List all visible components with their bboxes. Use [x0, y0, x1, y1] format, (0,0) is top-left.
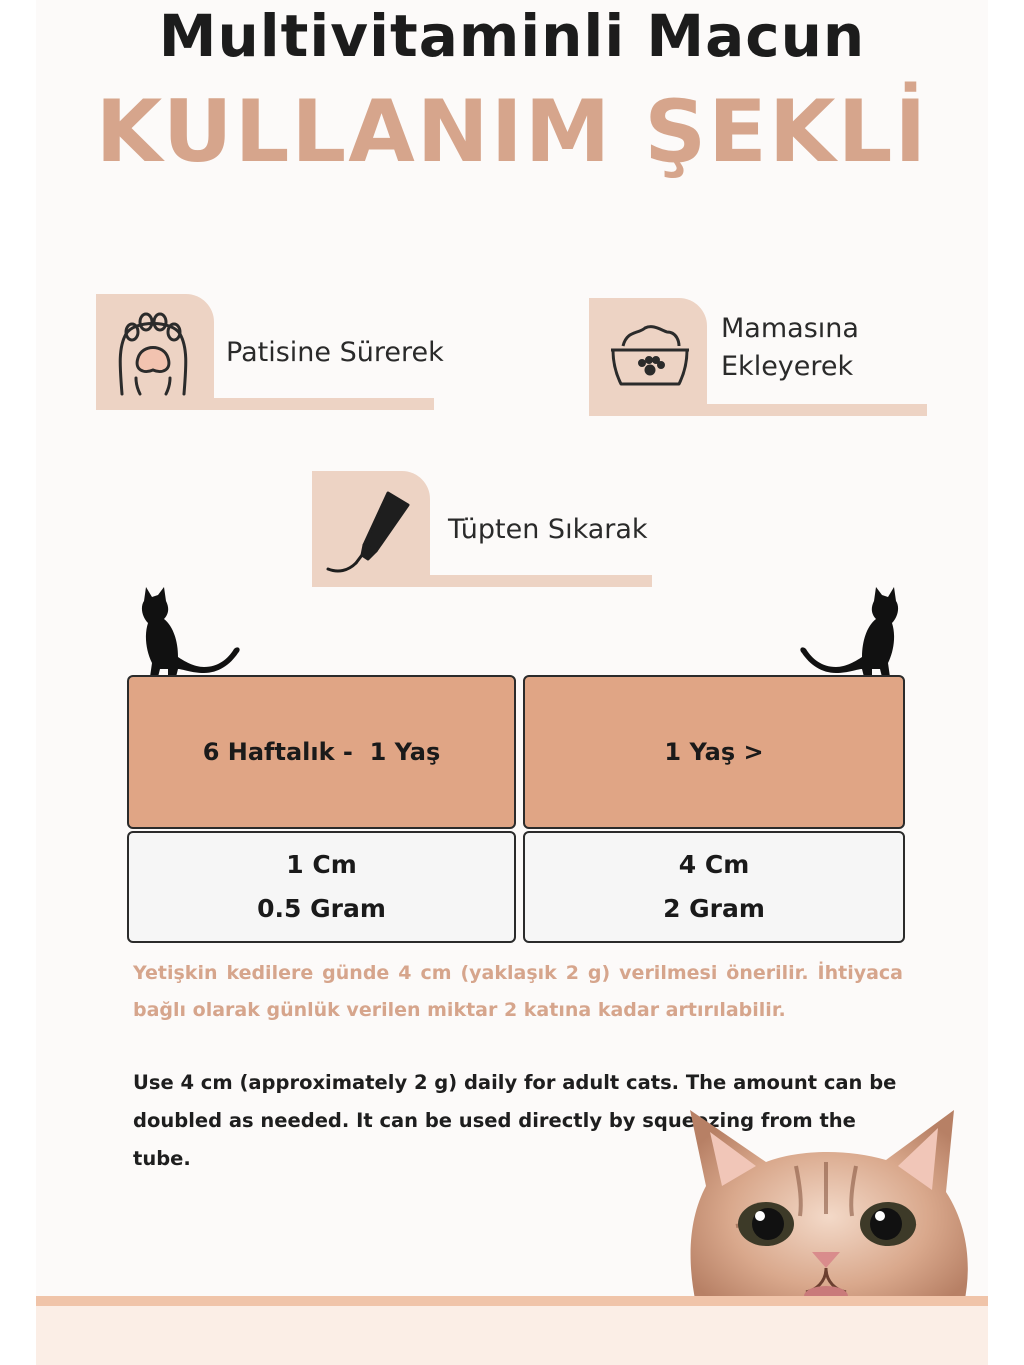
paw-icon — [114, 308, 192, 398]
table-cell-dose-2 — [523, 831, 905, 943]
floor-band — [36, 1306, 988, 1365]
method-food-badge — [589, 298, 927, 418]
page-subtitle: KULLANIM ŞEKLİ — [95, 82, 929, 182]
table-header-age-1 — [127, 675, 516, 829]
cat-silhouette-left-icon — [134, 583, 244, 678]
page-title: Multivitaminli Macun — [158, 2, 866, 70]
dose-length: 1 Cm — [286, 850, 357, 879]
description-english: Use 4 cm (approximately 2 g) daily for adult cats. The amount can be doubled as needed. It can be used directly by squeezing from the tube. — [133, 1071, 897, 1170]
description-turkish: Yetişkin kedilere günde 4 cm (yaklaşık 2 g) verilmesi önerilir. İhtiyaca bağlı olarak günlük verilen miktar 2 katına kadar artırılabilir. — [133, 962, 903, 1021]
table-cell-dose-1 — [127, 831, 516, 943]
method-paw-badge — [96, 294, 444, 412]
tube-icon — [322, 489, 414, 581]
method-label-tube: Tüpten Sıkarak — [448, 514, 648, 545]
age-range-label: 1 Yaş > — [664, 738, 764, 766]
cat-silhouette-right-icon — [796, 583, 906, 678]
cat-face-illustration — [676, 1106, 976, 1304]
dose-weight: 0.5 Gram — [257, 894, 386, 923]
method-label-food-line1: Mamasına — [721, 313, 859, 344]
floor-stripe — [36, 1296, 988, 1306]
dose-length: 4 Cm — [678, 850, 750, 879]
table-header-age-2 — [523, 675, 905, 829]
method-label-paw: Patisine Sürerek — [226, 337, 444, 368]
method-tube-badge — [312, 471, 652, 589]
food-bowl-icon — [605, 320, 695, 392]
method-label-food-line2: Ekleyerek — [721, 351, 854, 382]
age-range-label: 6 Haftalık - 1 Yaş — [202, 738, 441, 766]
dose-weight: 2 Gram — [663, 894, 765, 923]
